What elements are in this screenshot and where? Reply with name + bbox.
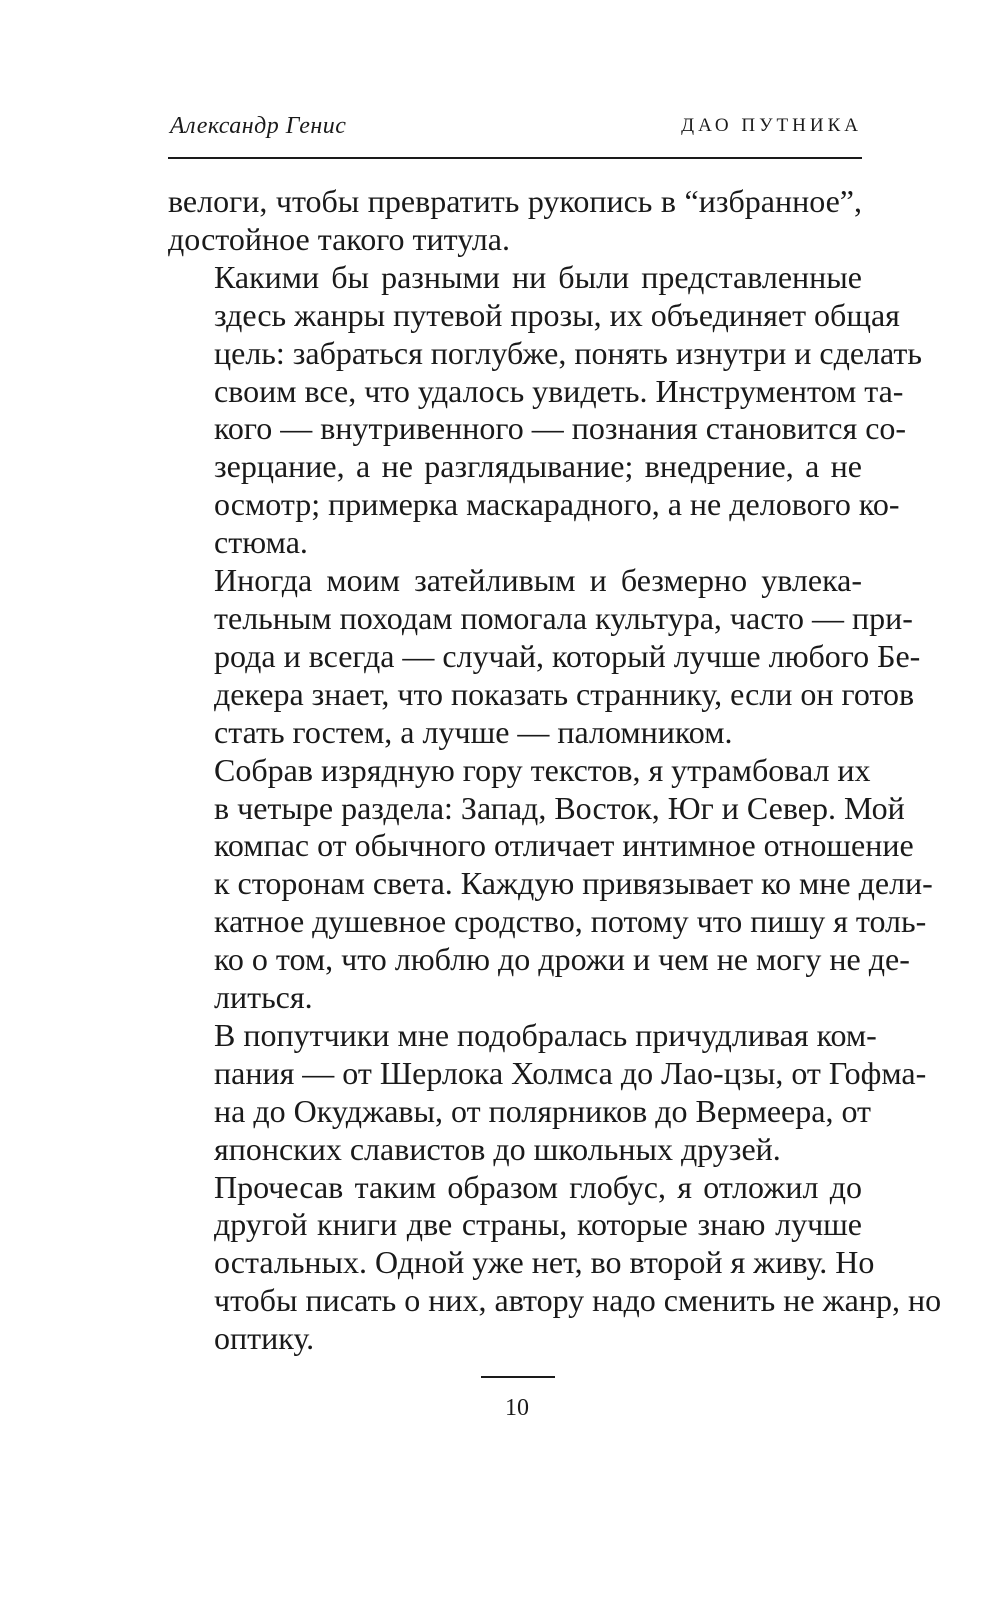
text-line: своим все, что удалось увидеть. Инструментом та-	[214, 372, 904, 409]
text-line: декера знает, что показать страннику, если он готов	[214, 675, 915, 712]
text-line: к сторонам света. Каждую привязывает ко мне дели-	[214, 865, 933, 902]
page-body	[168, 183, 942, 1358]
text-line: катное душевное сродство, потому что пишу я толь-	[214, 903, 927, 940]
text-line: стать гостем, а лучше — паломником.	[214, 713, 733, 750]
text-line: японских славистов до школьных друзей.	[214, 1130, 781, 1167]
header-divider	[168, 157, 862, 159]
text-line: литься.	[214, 979, 313, 1016]
text-line: стюма.	[214, 524, 308, 561]
paragraph	[168, 562, 921, 752]
page-number: 10	[505, 1395, 529, 1421]
header-author: Александр Генис	[170, 113, 347, 139]
text-line: чтобы писать о них, автору надо сменить не жанр, но	[214, 1282, 942, 1319]
text-line: тельным походам помогала культура, часто — при-	[214, 599, 913, 636]
text-line: Собрав изрядную гору текстов, я утрамбовал их	[214, 751, 871, 788]
text-line: Какими бы разными ни были представленные	[214, 258, 862, 295]
text-line: рода и всегда — случай, который лучше любого Бе-	[214, 637, 921, 674]
text-line: осмотр; примерка маскарадного, а не делового ко-	[214, 486, 900, 523]
header-book-title: ДАО ПУТНИКА	[681, 115, 862, 136]
text-line: остальных. Одной уже нет, во второй я живу. Но	[214, 1244, 875, 1281]
text-line: ко о том, что люблю до дрожи и чем не могу не де-	[214, 941, 910, 978]
text-line: пания — от Шерлока Холмса до Лао-цзы, от Гофма-	[214, 1054, 927, 1091]
paragraph	[168, 1168, 942, 1359]
text-line: кого — внутривенного — познания становится со-	[214, 410, 907, 447]
text-line: компас от обычного отличает интимное отношение	[214, 827, 914, 864]
text-line: здесь жанры путевой прозы, их объединяет общая	[214, 296, 900, 333]
paragraph	[168, 183, 862, 259]
text-line: цель: забраться поглубже, понять изнутри и сделать	[214, 334, 922, 371]
running-header	[170, 113, 862, 147]
text-line: другой книги две страны, которые знаю лучше	[214, 1206, 862, 1243]
paragraph	[168, 751, 933, 1017]
text-line: велоги, чтобы превратить рукопись в “избранное”,	[168, 183, 862, 219]
text-line: в четыре раздела: Запад, Восток, Юг и Север. Мой	[214, 789, 905, 826]
text-line: достойное такого титула.	[168, 220, 510, 257]
text-line: Иногда моим затейливым и безмерно увлека-	[214, 562, 862, 599]
text-line: В попутчики мне подобралась причудливая ком-	[214, 1016, 877, 1053]
text-line: оптику.	[214, 1320, 315, 1357]
text-line: зерцание, а не разглядывание; внедрение, а не	[214, 448, 862, 485]
paragraph	[168, 1016, 927, 1169]
text-line: Прочесав таким образом глобус, я отложил до	[214, 1168, 862, 1205]
text-line: на до Окуджавы, от полярников до Вермеера, от	[214, 1092, 871, 1129]
footer-divider	[481, 1376, 555, 1378]
paragraph	[168, 258, 922, 562]
